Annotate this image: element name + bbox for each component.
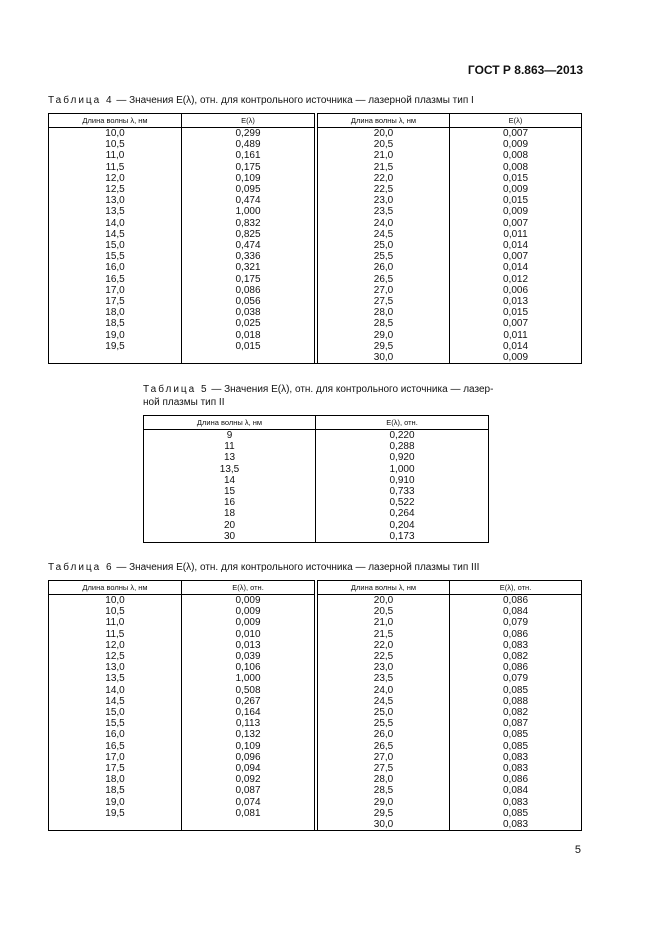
e-value-cell: 0,299 bbox=[182, 128, 315, 140]
wavelength-cell: 16,5 bbox=[49, 274, 182, 285]
wavelength-cell: 22,5 bbox=[318, 651, 450, 662]
table-row bbox=[49, 640, 582, 651]
table-row bbox=[49, 718, 582, 729]
table-row bbox=[49, 729, 582, 740]
e-value-cell: 0,733 bbox=[316, 486, 489, 497]
wavelength-cell: 25,0 bbox=[318, 707, 450, 718]
wavelength-cell: 21,0 bbox=[318, 617, 450, 628]
e-value-cell: 0,336 bbox=[182, 251, 315, 262]
table-row bbox=[49, 318, 582, 329]
table-row bbox=[49, 307, 582, 318]
wavelength-cell: 11 bbox=[144, 441, 316, 452]
table-row bbox=[49, 797, 582, 808]
wavelength-cell: 20,5 bbox=[318, 139, 450, 150]
wavelength-cell: 10,5 bbox=[49, 139, 182, 150]
e-value-cell: 0,489 bbox=[182, 139, 315, 150]
wavelength-cell: 10,5 bbox=[49, 606, 182, 617]
table-row bbox=[144, 486, 489, 497]
table-row bbox=[144, 508, 489, 519]
wavelength-cell: 30,0 bbox=[318, 352, 450, 364]
table4-header-e-right: E(λ) bbox=[450, 114, 582, 128]
e-value-cell: 1,000 bbox=[316, 464, 489, 475]
wavelength-cell: 18,5 bbox=[49, 318, 182, 329]
e-value-cell: 0,008 bbox=[450, 150, 582, 161]
table4-header-wavelength-right: Длина волны λ, нм bbox=[318, 114, 450, 128]
table6-body bbox=[49, 595, 582, 831]
e-value-cell: 0,175 bbox=[182, 162, 315, 173]
wavelength-cell: 23,5 bbox=[318, 673, 450, 684]
wavelength-cell: 29,0 bbox=[318, 330, 450, 341]
wavelength-cell: 19,0 bbox=[49, 330, 182, 341]
wavelength-cell: 27,5 bbox=[318, 296, 450, 307]
table-row bbox=[49, 617, 582, 628]
wavelength-cell: 15 bbox=[144, 486, 316, 497]
e-value-cell: 1,000 bbox=[182, 206, 315, 217]
wavelength-cell: 28,0 bbox=[318, 307, 450, 318]
wavelength-cell: 16,5 bbox=[49, 741, 182, 752]
e-value-cell: 0,007 bbox=[450, 318, 582, 329]
e-value-cell: 0,009 bbox=[450, 352, 582, 364]
table-row bbox=[144, 464, 489, 475]
table-row bbox=[49, 184, 582, 195]
e-value-cell: 0,084 bbox=[450, 606, 582, 617]
e-value-cell: 0,175 bbox=[182, 274, 315, 285]
table-row bbox=[49, 606, 582, 617]
e-value-cell: 0,095 bbox=[182, 184, 315, 195]
e-value-cell bbox=[182, 819, 315, 831]
wavelength-cell: 11,0 bbox=[49, 617, 182, 628]
wavelength-cell: 13,5 bbox=[49, 673, 182, 684]
table-row bbox=[49, 352, 582, 364]
e-value-cell: 0,085 bbox=[450, 808, 582, 819]
e-value-cell: 0,007 bbox=[450, 218, 582, 229]
table5-caption-text: — Значения E(λ), отн. для контрольного источника — лазер- bbox=[208, 384, 494, 395]
wavelength-cell: 10,0 bbox=[49, 128, 182, 140]
wavelength-cell: 13,0 bbox=[49, 195, 182, 206]
wavelength-cell: 29,5 bbox=[318, 808, 450, 819]
table-row bbox=[49, 128, 582, 140]
e-value-cell: 0,056 bbox=[182, 296, 315, 307]
wavelength-cell: 13,5 bbox=[144, 464, 316, 475]
wavelength-cell: 11,5 bbox=[49, 629, 182, 640]
e-value-cell: 0,220 bbox=[316, 430, 489, 442]
e-value-cell: 0,132 bbox=[182, 729, 315, 740]
e-value-cell: 0,079 bbox=[450, 617, 582, 628]
table-row bbox=[49, 629, 582, 640]
table-row bbox=[49, 330, 582, 341]
table4-header-wavelength-left: Длина волны λ, нм bbox=[49, 114, 182, 128]
wavelength-cell: 26,5 bbox=[318, 274, 450, 285]
e-value-cell: 0,096 bbox=[182, 752, 315, 763]
wavelength-cell: 22,0 bbox=[318, 173, 450, 184]
e-value-cell: 0,083 bbox=[450, 763, 582, 774]
e-value-cell: 0,012 bbox=[450, 274, 582, 285]
wavelength-cell: 17,0 bbox=[49, 285, 182, 296]
e-value-cell: 0,009 bbox=[450, 184, 582, 195]
table-row bbox=[144, 441, 489, 452]
e-value-cell: 0,085 bbox=[450, 729, 582, 740]
e-value-cell: 0,825 bbox=[182, 229, 315, 240]
table-row bbox=[49, 206, 582, 217]
e-value-cell: 0,010 bbox=[182, 629, 315, 640]
e-value-cell: 0,086 bbox=[182, 285, 315, 296]
table-row bbox=[49, 707, 582, 718]
e-value-cell: 0,006 bbox=[450, 285, 582, 296]
table-row bbox=[49, 819, 582, 831]
wavelength-cell: 21,5 bbox=[318, 629, 450, 640]
e-value-cell: 0,009 bbox=[182, 595, 315, 607]
e-value-cell: 0,081 bbox=[182, 808, 315, 819]
wavelength-cell: 17,5 bbox=[49, 296, 182, 307]
wavelength-cell: 12,5 bbox=[49, 184, 182, 195]
e-value-cell: 0,009 bbox=[182, 617, 315, 628]
table-row bbox=[49, 785, 582, 796]
wavelength-cell: 30 bbox=[144, 531, 316, 543]
wavelength-cell: 29,5 bbox=[318, 341, 450, 352]
table4-header-e-left: E(λ) bbox=[182, 114, 315, 128]
wavelength-cell: 17,5 bbox=[49, 763, 182, 774]
table-row bbox=[49, 741, 582, 752]
wavelength-cell: 20,0 bbox=[318, 128, 450, 140]
table-row bbox=[144, 430, 489, 442]
wavelength-cell: 13,5 bbox=[49, 206, 182, 217]
e-value-cell: 0,109 bbox=[182, 173, 315, 184]
table6-header-e-right: E(λ), отн. bbox=[450, 581, 582, 595]
table-row bbox=[144, 475, 489, 486]
e-value-cell: 0,204 bbox=[316, 520, 489, 531]
wavelength-cell: 25,5 bbox=[318, 251, 450, 262]
wavelength-cell: 9 bbox=[144, 430, 316, 442]
e-value-cell: 0,088 bbox=[450, 696, 582, 707]
table-row bbox=[49, 285, 582, 296]
e-value-cell: 0,087 bbox=[450, 718, 582, 729]
e-value-cell: 0,082 bbox=[450, 707, 582, 718]
table-row bbox=[49, 240, 582, 251]
e-value-cell: 0,106 bbox=[182, 662, 315, 673]
table-row bbox=[49, 251, 582, 262]
wavelength-cell: 27,0 bbox=[318, 752, 450, 763]
e-value-cell: 0,082 bbox=[450, 651, 582, 662]
e-value-cell: 0,009 bbox=[450, 139, 582, 150]
wavelength-cell: 12,5 bbox=[49, 651, 182, 662]
page-number: 5 bbox=[574, 844, 581, 856]
table6-caption-label: Таблица 6 bbox=[48, 562, 114, 573]
wavelength-cell: 19,0 bbox=[49, 797, 182, 808]
wavelength-cell: 28,5 bbox=[318, 785, 450, 796]
wavelength-cell: 24,5 bbox=[318, 229, 450, 240]
table-row bbox=[49, 218, 582, 229]
table6-header-wavelength-right: Длина волны λ, нм bbox=[318, 581, 450, 595]
table6-header-wavelength-left: Длина волны λ, нм bbox=[49, 581, 182, 595]
e-value-cell: 0,474 bbox=[182, 195, 315, 206]
table-row bbox=[49, 341, 582, 352]
e-value-cell: 0,013 bbox=[182, 640, 315, 651]
wavelength-cell: 18,5 bbox=[49, 785, 182, 796]
wavelength-cell: 24,0 bbox=[318, 685, 450, 696]
e-value-cell: 0,015 bbox=[450, 195, 582, 206]
table5 bbox=[143, 415, 489, 543]
wavelength-cell: 13,0 bbox=[49, 662, 182, 673]
wavelength-cell: 21,5 bbox=[318, 162, 450, 173]
table-row bbox=[144, 497, 489, 508]
e-value-cell: 0,085 bbox=[450, 741, 582, 752]
wavelength-cell: 16,0 bbox=[49, 262, 182, 273]
wavelength-cell: 22,0 bbox=[318, 640, 450, 651]
wavelength-cell: 11,5 bbox=[49, 162, 182, 173]
e-value-cell: 0,321 bbox=[182, 262, 315, 273]
table6 bbox=[48, 580, 582, 831]
e-value-cell: 0,015 bbox=[182, 341, 315, 352]
wavelength-cell: 16,0 bbox=[49, 729, 182, 740]
wavelength-cell: 24,0 bbox=[318, 218, 450, 229]
wavelength-cell: 20,5 bbox=[318, 606, 450, 617]
table-row bbox=[144, 452, 489, 463]
wavelength-cell: 26,5 bbox=[318, 741, 450, 752]
wavelength-cell: 27,5 bbox=[318, 763, 450, 774]
wavelength-cell: 15,0 bbox=[49, 707, 182, 718]
e-value-cell: 0,085 bbox=[450, 685, 582, 696]
e-value-cell: 0,008 bbox=[450, 162, 582, 173]
table-row bbox=[49, 195, 582, 206]
wavelength-cell: 18 bbox=[144, 508, 316, 519]
wavelength-cell: 12,0 bbox=[49, 640, 182, 651]
wavelength-cell: 20 bbox=[144, 520, 316, 531]
table-row bbox=[49, 673, 582, 684]
e-value-cell: 0,011 bbox=[450, 330, 582, 341]
table-row bbox=[49, 139, 582, 150]
wavelength-cell: 16 bbox=[144, 497, 316, 508]
wavelength-cell: 25,5 bbox=[318, 718, 450, 729]
e-value-cell: 0,086 bbox=[450, 595, 582, 607]
wavelength-cell: 19,5 bbox=[49, 808, 182, 819]
wavelength-cell: 25,0 bbox=[318, 240, 450, 251]
table-row bbox=[49, 296, 582, 307]
table-row bbox=[49, 150, 582, 161]
e-value-cell: 0,086 bbox=[450, 629, 582, 640]
e-value-cell: 0,083 bbox=[450, 819, 582, 831]
wavelength-cell bbox=[49, 352, 182, 364]
e-value-cell: 0,522 bbox=[316, 497, 489, 508]
table5-caption-label: Таблица 5 bbox=[143, 384, 209, 395]
e-value-cell: 0,087 bbox=[182, 785, 315, 796]
wavelength-cell: 27,0 bbox=[318, 285, 450, 296]
table5-body bbox=[144, 430, 489, 543]
table-row bbox=[49, 595, 582, 607]
e-value-cell: 0,018 bbox=[182, 330, 315, 341]
table-row bbox=[49, 173, 582, 184]
table4-caption bbox=[48, 94, 474, 107]
table-row bbox=[49, 262, 582, 273]
e-value-cell: 0,038 bbox=[182, 307, 315, 318]
e-value-cell: 0,079 bbox=[450, 673, 582, 684]
e-value-cell: 0,094 bbox=[182, 763, 315, 774]
e-value-cell: 0,164 bbox=[182, 707, 315, 718]
e-value-cell: 0,832 bbox=[182, 218, 315, 229]
table6-caption bbox=[48, 561, 479, 574]
wavelength-cell: 14 bbox=[144, 475, 316, 486]
e-value-cell: 0,014 bbox=[450, 262, 582, 273]
wavelength-cell: 23,0 bbox=[318, 662, 450, 673]
wavelength-cell: 28,5 bbox=[318, 318, 450, 329]
e-value-cell: 0,014 bbox=[450, 341, 582, 352]
e-value-cell: 0,015 bbox=[450, 173, 582, 184]
wavelength-cell: 19,5 bbox=[49, 341, 182, 352]
e-value-cell: 0,173 bbox=[316, 531, 489, 543]
e-value-cell: 0,083 bbox=[450, 752, 582, 763]
e-value-cell: 0,013 bbox=[450, 296, 582, 307]
e-value-cell: 0,113 bbox=[182, 718, 315, 729]
e-value-cell: 0,009 bbox=[182, 606, 315, 617]
table-row bbox=[49, 752, 582, 763]
wavelength-cell: 21,0 bbox=[318, 150, 450, 161]
e-value-cell: 0,086 bbox=[450, 774, 582, 785]
table-row bbox=[49, 808, 582, 819]
e-value-cell: 0,092 bbox=[182, 774, 315, 785]
table4-caption-label: Таблица 4 bbox=[48, 95, 114, 106]
wavelength-cell: 30,0 bbox=[318, 819, 450, 831]
e-value-cell: 0,039 bbox=[182, 651, 315, 662]
wavelength-cell: 23,0 bbox=[318, 195, 450, 206]
e-value-cell: 0,015 bbox=[450, 307, 582, 318]
wavelength-cell: 15,5 bbox=[49, 251, 182, 262]
e-value-cell: 0,288 bbox=[316, 441, 489, 452]
wavelength-cell: 11,0 bbox=[49, 150, 182, 161]
e-value-cell: 0,011 bbox=[450, 229, 582, 240]
standard-code: ГОСТ Р 8.863—2013 bbox=[467, 63, 583, 77]
table-row bbox=[49, 774, 582, 785]
table5-caption bbox=[143, 383, 493, 409]
e-value-cell: 0,074 bbox=[182, 797, 315, 808]
e-value-cell: 0,264 bbox=[316, 508, 489, 519]
e-value-cell: 1,000 bbox=[182, 673, 315, 684]
wavelength-cell: 15,0 bbox=[49, 240, 182, 251]
table-row bbox=[49, 229, 582, 240]
e-value-cell: 0,007 bbox=[450, 251, 582, 262]
wavelength-cell: 20,0 bbox=[318, 595, 450, 607]
wavelength-cell: 10,0 bbox=[49, 595, 182, 607]
wavelength-cell: 14,0 bbox=[49, 218, 182, 229]
table4-body bbox=[49, 128, 582, 364]
e-value-cell: 0,025 bbox=[182, 318, 315, 329]
e-value-cell: 0,161 bbox=[182, 150, 315, 161]
e-value-cell: 0,508 bbox=[182, 685, 315, 696]
wavelength-cell: 12,0 bbox=[49, 173, 182, 184]
wavelength-cell: 22,5 bbox=[318, 184, 450, 195]
table-row bbox=[49, 274, 582, 285]
table6-caption-text: — Значения E(λ), отн. для контрольного источника — лазерной плазмы тип III bbox=[113, 562, 480, 573]
e-value-cell: 0,474 bbox=[182, 240, 315, 251]
e-value-cell: 0,014 bbox=[450, 240, 582, 251]
table-row bbox=[49, 696, 582, 707]
wavelength-cell: 14,5 bbox=[49, 229, 182, 240]
table5-header-e: E(λ), отн. bbox=[316, 416, 489, 430]
wavelength-cell bbox=[49, 819, 182, 831]
wavelength-cell: 29,0 bbox=[318, 797, 450, 808]
table-row bbox=[144, 531, 489, 543]
wavelength-cell: 18,0 bbox=[49, 307, 182, 318]
e-value-cell: 0,084 bbox=[450, 785, 582, 796]
wavelength-cell: 14,5 bbox=[49, 696, 182, 707]
table-row bbox=[49, 685, 582, 696]
wavelength-cell: 13 bbox=[144, 452, 316, 463]
wavelength-cell: 17,0 bbox=[49, 752, 182, 763]
table5-header-wavelength: Длина волны λ, нм bbox=[144, 416, 316, 430]
e-value-cell: 0,083 bbox=[450, 797, 582, 808]
table-row bbox=[49, 662, 582, 673]
e-value-cell: 0,267 bbox=[182, 696, 315, 707]
e-value-cell: 0,007 bbox=[450, 128, 582, 140]
e-value-cell: 0,910 bbox=[316, 475, 489, 486]
wavelength-cell: 26,0 bbox=[318, 262, 450, 273]
e-value-cell bbox=[182, 352, 315, 364]
table-row bbox=[49, 162, 582, 173]
wavelength-cell: 28,0 bbox=[318, 774, 450, 785]
table-row bbox=[49, 763, 582, 774]
e-value-cell: 0,083 bbox=[450, 640, 582, 651]
e-value-cell: 0,109 bbox=[182, 741, 315, 752]
table5-caption-line2: ной плазмы тип II bbox=[143, 397, 225, 408]
wavelength-cell: 23,5 bbox=[318, 206, 450, 217]
table-row bbox=[144, 520, 489, 531]
e-value-cell: 0,086 bbox=[450, 662, 582, 673]
wavelength-cell: 24,5 bbox=[318, 696, 450, 707]
wavelength-cell: 18,0 bbox=[49, 774, 182, 785]
wavelength-cell: 14,0 bbox=[49, 685, 182, 696]
table4 bbox=[48, 113, 582, 364]
wavelength-cell: 26,0 bbox=[318, 729, 450, 740]
e-value-cell: 0,009 bbox=[450, 206, 582, 217]
wavelength-cell: 15,5 bbox=[49, 718, 182, 729]
table4-caption-text: — Значения E(λ), отн. для контрольного источника — лазерной плазмы тип I bbox=[113, 95, 474, 106]
table6-header-e-left: E(λ), отн. bbox=[182, 581, 315, 595]
e-value-cell: 0,920 bbox=[316, 452, 489, 463]
table-row bbox=[49, 651, 582, 662]
